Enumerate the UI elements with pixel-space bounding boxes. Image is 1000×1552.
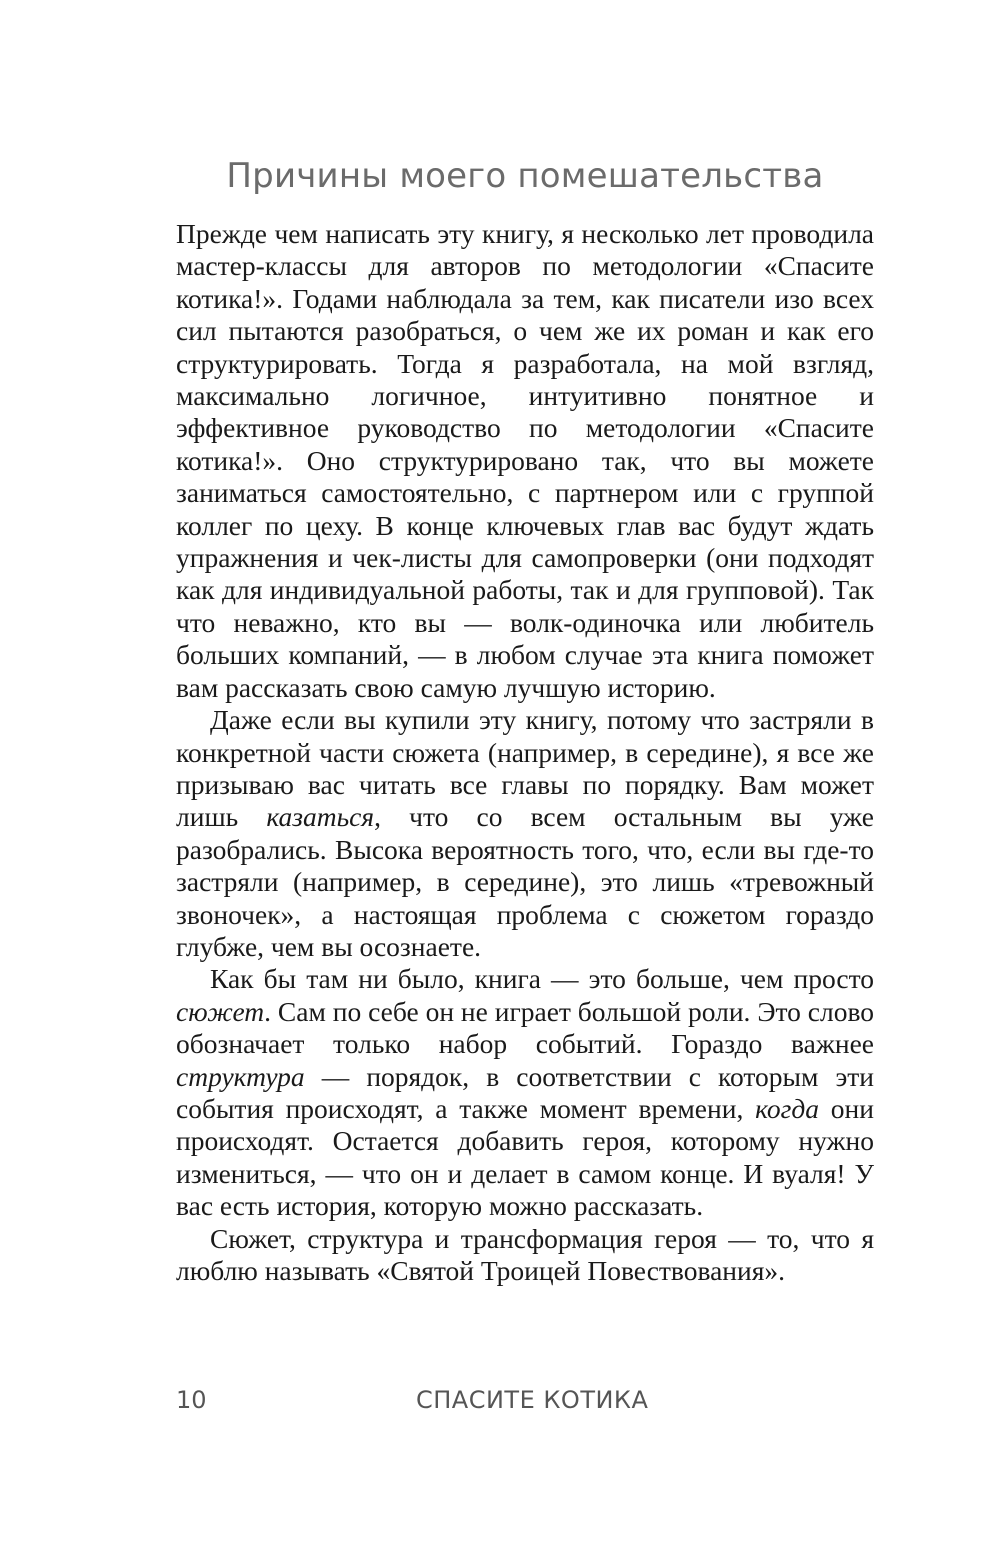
paragraph-3-part-c: — порядок, в соответствии с которым эти события происходят, а также момент времени, <box>176 1060 874 1124</box>
emphasis-kazatsya: казаться <box>266 801 375 833</box>
paragraph-2-part-b: , что со всем остальным вы уже разобрались. Высока вероятность того, что, если вы где-то застряли (например, в середине), это лишь «тревожный звоночек», а настоящая проблема с сюжетом гораздо глубже, чем вы осознаете. <box>176 801 874 962</box>
paragraph-3-part-a: Как бы там ни было, книга — это больше, чем просто <box>210 963 874 995</box>
body-text <box>176 218 874 1287</box>
paragraph-4: Сюжет, структура и трансформация героя — то, что я люблю называть «Святой Троицей Повествования». <box>176 1222 874 1286</box>
running-footer-title: СПАСИТЕ КОТИКА <box>416 1386 649 1414</box>
paragraph-1: Прежде чем написать эту книгу, я несколько лет проводила мастер-классы для авторов по методологии «Спасите котика!». Годами наблюдала за тем, как писатели изо всех сил пытаются разобраться, о чем же их роман и как его структурировать. Тогда я разработала, на мой взгляд, максимально логичное, интуитивно понятное и эффективное руководство по методологии «Спасите котика!». Оно структурировано так, что вы можете заниматься самостоятельно, с партнером или с группой коллег по цеху. В конце ключевых глав вас будут ждать упражнения и чек-листы для самопроверки (они подходят как для индивидуальной работы, так и для групповой). Так что неважно, кто вы — волк-одиночка или любитель больших компаний, — в любом случае эта книга поможет вам рассказать свою самую лучшую историю. <box>176 218 874 703</box>
paragraph-3 <box>176 963 874 1222</box>
paragraph-3-part-b: . Сам по себе он не играет большой роли. Это слово обозначает только набор событий. Гораздо важнее <box>176 995 874 1060</box>
emphasis-struktura: структура <box>176 1060 305 1092</box>
paragraph-2-part-a: Даже если вы купили эту книгу, потому что застряли в конкретной части сюжета (например, в середине), я все же призываю вас читать все главы по порядку. Вам может лишь <box>176 704 874 833</box>
emphasis-syuzhet: сюжет <box>176 995 265 1027</box>
paragraph-2 <box>176 704 874 963</box>
emphasis-kogda: когда <box>755 1092 820 1124</box>
paragraph-3-part-d: они происходят. Остается добавить героя, которому нужно измениться, — что он и делает в самом конце. И вуаля! У вас есть история, которую можно рассказать. <box>176 1092 874 1222</box>
chapter-heading: Причины моего помешательства <box>226 156 824 196</box>
page-number: 10 <box>176 1386 207 1414</box>
